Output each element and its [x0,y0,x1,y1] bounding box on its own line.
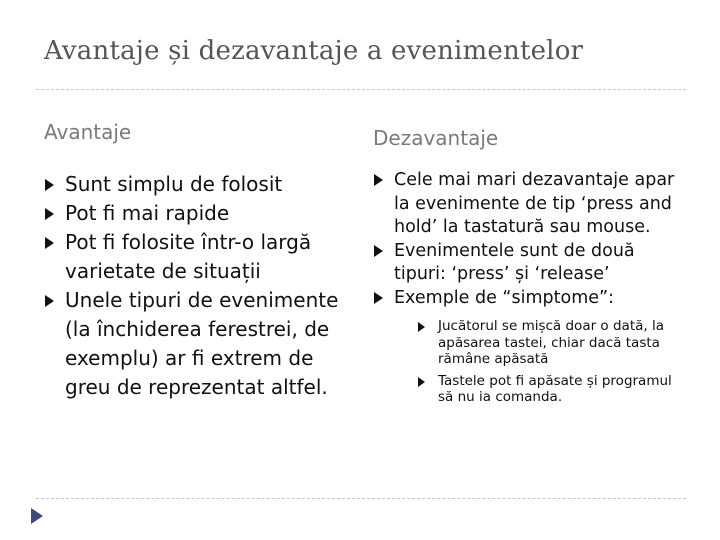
list-item: Sunt simplu de folosit [44,170,354,199]
bullet-arrow-icon [45,179,54,191]
list-item: Exemple de “simptome”: Jucătorul se mișcă doar o dată, la apăsarea tastei, chiar dacă tasta rămâne apăsată Tastele pot fi apăsate și programul să nu ia comanda. [373,287,683,406]
list-item: Pot fi folosite într-o largă varietate de situații [44,228,354,286]
advantages-list [44,170,354,402]
bullet-arrow-icon [418,377,425,387]
bullet-arrow-icon [374,292,383,304]
list-item: Unele tipuri de evenimente (la închiderea ferestrei, de exemplu) ar fi extrem de greu de reprezentat altfel. [44,286,354,402]
title-divider [36,89,686,90]
sub-list-item: Jucătorul se mișcă doar o dată, la apăsarea tastei, chiar dacă tasta rămâne apăsată [417,318,677,368]
footer-divider [36,498,686,499]
disadvantages-list [373,169,683,411]
sub-list-item: Tastele pot fi apăsate și programul să nu ia comanda. [417,373,677,406]
list-item: Evenimentele sunt de două tipuri: ‘press’ și ‘release’ [373,240,683,287]
list-item: Pot fi mai rapide [44,199,354,228]
bullet-arrow-icon [374,245,383,257]
bullet-arrow-icon [45,208,54,220]
disadvantages-heading: Dezavantaje [373,126,499,150]
bullet-arrow-icon [45,237,54,249]
advantages-heading: Avantaje [44,120,132,144]
slide-marker-icon [31,508,43,524]
slide-title: Avantaje și dezavantaje a evenimentelor [44,36,584,66]
bullet-arrow-icon [418,322,425,332]
symptoms-sublist [417,318,677,406]
bullet-arrow-icon [374,174,383,186]
list-item: Cele mai mari dezavantaje apar la evenimente de tip ‘press and hold’ la tastatură sau mouse. [373,169,683,240]
bullet-arrow-icon [45,295,54,307]
